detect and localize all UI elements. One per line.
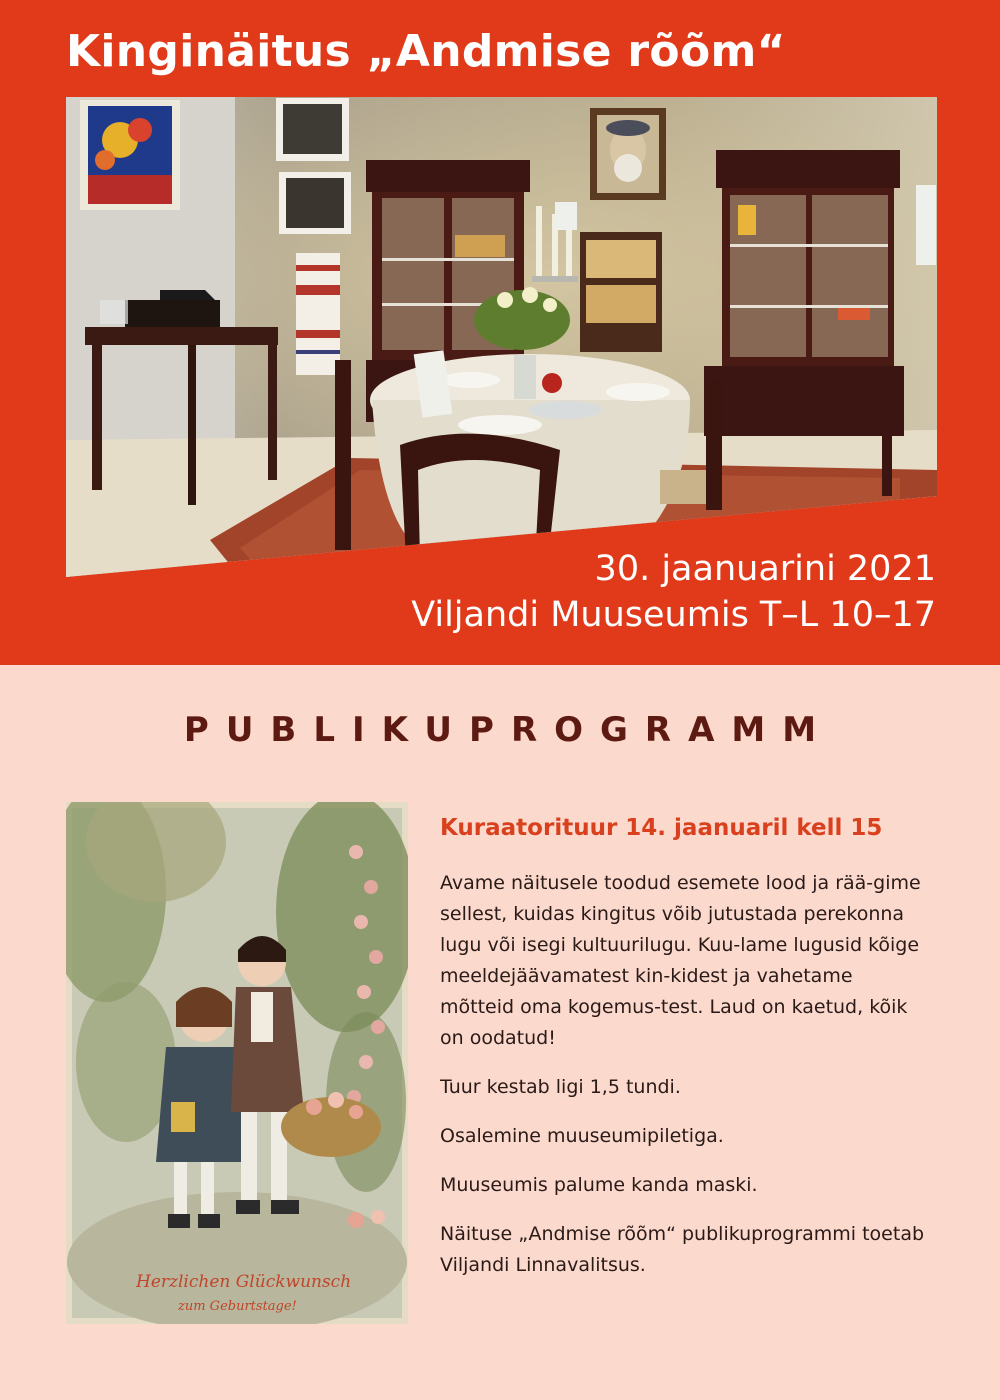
vintage-postcard-image	[66, 802, 408, 1324]
section-heading: PUBLIKUPROGRAMM	[183, 710, 834, 750]
event-title: Kuraatorituur 14. jaanuaril kell 15	[440, 815, 883, 841]
exhibition-dates	[411, 546, 936, 638]
event-details	[440, 810, 930, 1299]
venue-hours-line: Viljandi Muuseumis T–L 10–17	[411, 595, 936, 635]
tour-duration: Tuur kestab ligi 1,5 tundi.	[440, 1076, 681, 1098]
event-description: Avame näitusele toodud esemete lood ja rää-gime sellest, kuidas kingitus võib jutustada perekonna lugu või isegi kultuurilugu. Kuu-lame lugusid kõige meeldejäävamatest kin-kidest ja vahetame mõtteid oma kogemus-test. Laud on kaetud, kõik on oodatud!	[440, 872, 921, 1049]
sponsor-note: Näituse „Andmise rõõm“ publikuprogrammi toetab Viljandi Linnavalitsus.	[440, 1223, 925, 1276]
mask-notice: Muuseumis palume kanda maski.	[440, 1174, 758, 1196]
admission-info: Osalemine muuseumipiletiga.	[440, 1125, 724, 1147]
postcard-greeting-line-2: zum Geburtstage!	[178, 1299, 297, 1314]
exhibition-title: Kinginäitus „Andmise rõõm“	[66, 26, 786, 77]
date-line: 30. jaanuarini 2021	[594, 549, 936, 589]
postcard-greeting-line-1: Herzlichen Glückwunsch	[136, 1272, 352, 1292]
